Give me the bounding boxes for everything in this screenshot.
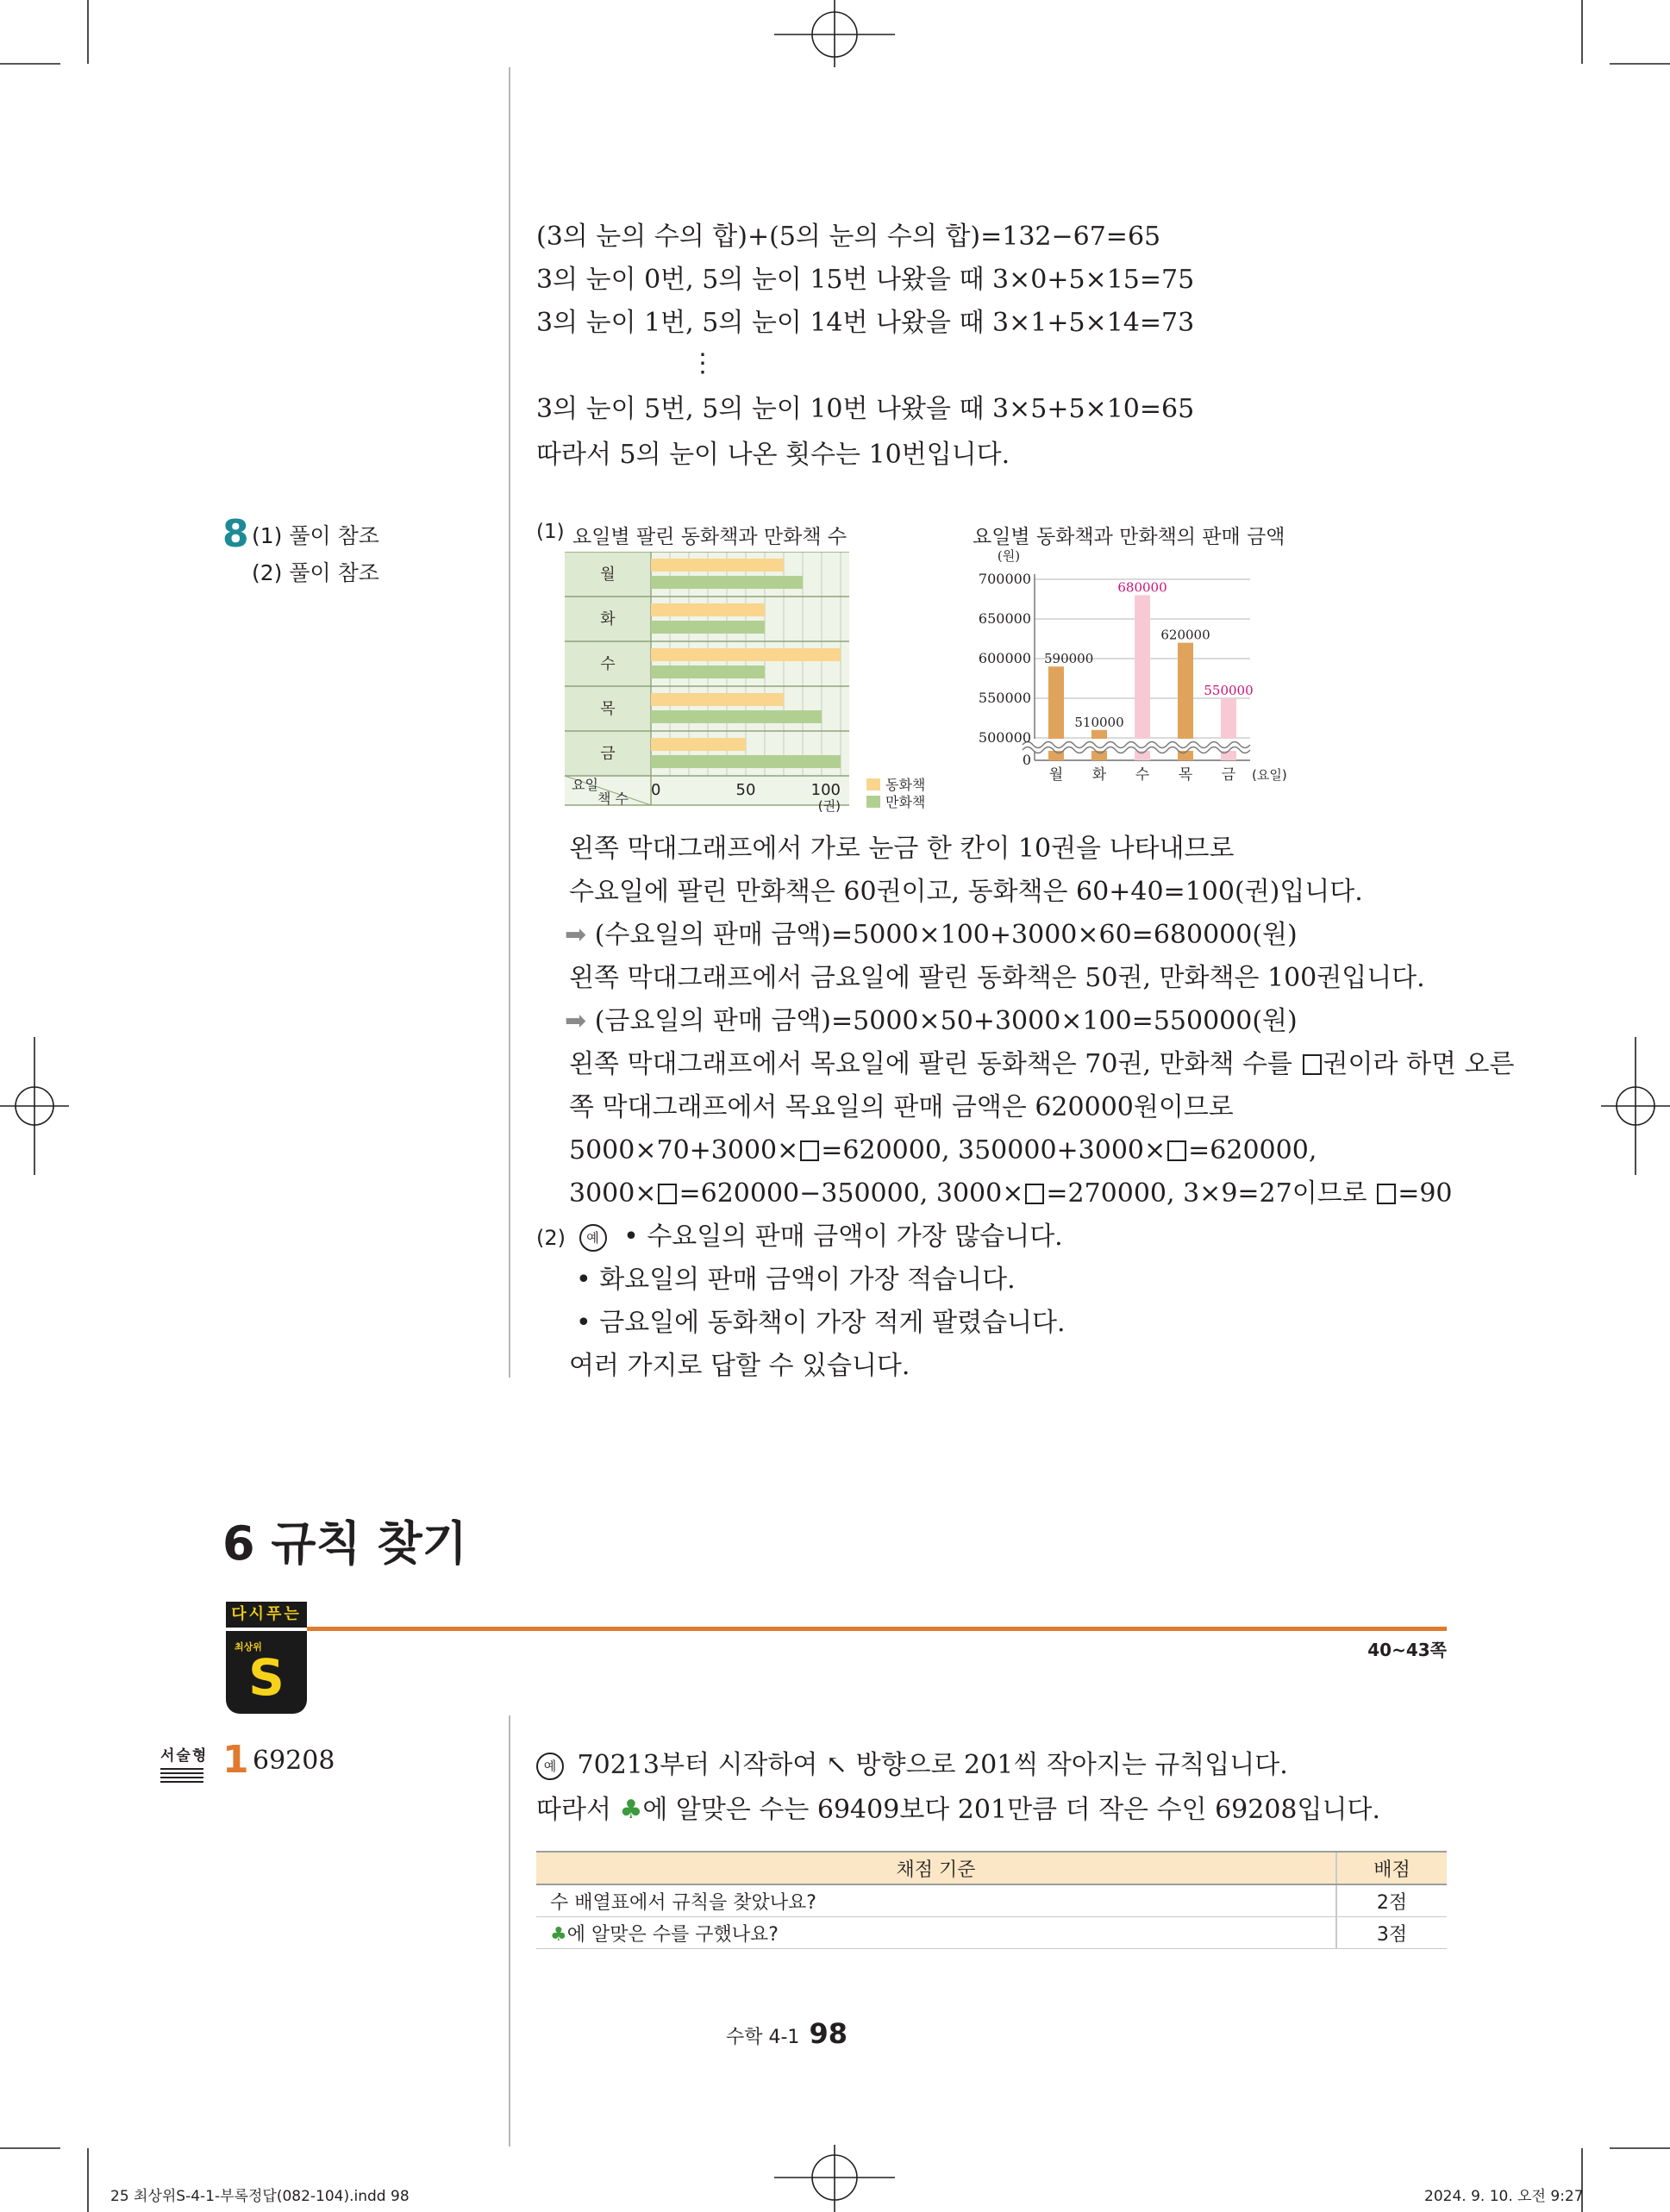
example-mark: 예 (536, 1753, 564, 1780)
blank-box (800, 1140, 819, 1161)
text-line (565, 918, 1298, 953)
text-line: 3000× =620000−350000, 3000× =270000, 3×9=27이므로 =90 (569, 1178, 1453, 1209)
table-cell: 수 배열표에서 규칙을 찾았나요? (536, 1884, 1336, 1917)
badge-label: 다시푸는 (226, 1602, 307, 1628)
badge-small-label: 최상위 (235, 1641, 262, 1653)
blank-box (1303, 1054, 1322, 1075)
text-line: (2) 예 • 수요일의 판매 금액이 가장 많습니다. (536, 1222, 1063, 1252)
lines-icon (160, 1768, 203, 1785)
text-line: 왼쪽 막대그래프에서 금요일에 팔린 동화책은 50권, 만화책은 100권입니다. (569, 963, 1425, 993)
chart-title: 요일별 동화책과 만화책의 판매 금액 (973, 526, 1285, 548)
text-line: 예 70213부터 시작하여 ↖ 방향으로 201씩 작아지는 규칙입니다. (536, 1748, 1288, 1783)
category-label: 목 (600, 700, 616, 718)
table-cell: 3점 (1336, 1917, 1447, 1949)
tick-label: 100 (810, 781, 841, 799)
table-header: 배점 (1336, 1852, 1447, 1884)
page-range: 40~43쪽 (1367, 1640, 1447, 1660)
chapter-heading (222, 1507, 467, 1573)
chapter-title: 규칙 찾기 (271, 1516, 467, 1571)
text-line: (3의 눈의 수의 합)+(5의 눈의 수의 합)=132−67=65 (536, 222, 1161, 252)
blank-box (1377, 1184, 1396, 1204)
club-icon: ♣ (619, 1795, 643, 1825)
bar-동화책 (651, 603, 765, 616)
text-line: 왼쪽 막대그래프에서 가로 눈금 한 칸이 10권을 나타내므로 (569, 834, 1235, 864)
legend-swatch (866, 796, 880, 808)
bar-만화책 (651, 665, 765, 678)
text-line: 따라서 ♣에 알맞은 수는 69409보다 201만큼 더 작은 수인 69208입니다. (536, 1795, 1380, 1825)
data-label: 620000 (1160, 627, 1210, 643)
category-label: 수 (600, 655, 616, 673)
bar-만화책 (651, 755, 841, 768)
column-divider-bottom (509, 1715, 510, 2146)
file-info: 25 최상위S-4-1-부록정답(082-104).indd 98 (110, 2188, 410, 2205)
bar-동화책 (651, 648, 841, 661)
category-label: 금 (600, 745, 616, 763)
page-number: 98 (809, 2017, 848, 2050)
legend-label: 만화책 (885, 794, 926, 810)
chapter-number: 6 (222, 1516, 255, 1571)
tick-label: 600000 (978, 650, 1031, 666)
equation: (금요일의 판매 금액)=5000×50+3000×100=550000(원) (594, 1006, 1298, 1036)
text-line: 3의 눈이 5번, 5의 눈이 10번 나왔을 때 3×5+5×10=65 (536, 394, 1195, 424)
vbar-chart (944, 547, 1306, 797)
data-label: 550000 (1204, 683, 1254, 698)
tick-label: 650000 (978, 610, 1031, 627)
category-label: 목 (1178, 766, 1193, 784)
bar (1135, 595, 1150, 760)
arrow-icon: ➡ (565, 920, 587, 950)
column-divider-top (509, 67, 510, 1378)
question-number: 8 (222, 512, 249, 556)
badge-logo (226, 1631, 307, 1714)
text-line: • 금요일에 동화책이 가장 적게 팔렸습니다. (576, 1308, 1066, 1338)
data-label: 590000 (1044, 651, 1094, 667)
vertical-ellipsis: ⋮ (690, 348, 716, 378)
text-line: 왼쪽 막대그래프에서 목요일에 팔린 동화책은 70권, 만화책 수를 권이라 하면 오른 (569, 1049, 1515, 1079)
example-mark: 예 (579, 1224, 607, 1252)
data-label: 510000 (1074, 714, 1124, 730)
badge-letter: S (248, 1648, 285, 1707)
subject-label: 수학 4-1 (726, 2027, 800, 2048)
essay-tag: 서술형 (160, 1743, 212, 1785)
blank-box (1167, 1140, 1186, 1161)
legend-swatch (866, 778, 880, 790)
tick-label: 550000 (978, 690, 1031, 706)
hbar-chart (565, 552, 953, 819)
table-header: 채점 기준 (536, 1852, 1336, 1884)
arrow-icon: ➡ (565, 1006, 587, 1036)
chart-part-label: (1) (536, 521, 565, 543)
blank-box (658, 1184, 677, 1204)
bar-동화책 (651, 738, 746, 751)
blank-box (1025, 1184, 1044, 1204)
part-label: (2) (536, 1226, 566, 1250)
category-label: 화 (600, 610, 616, 628)
legend-label: 동화책 (885, 777, 926, 793)
bar-동화책 (651, 693, 784, 706)
section-rule (307, 1627, 1447, 1631)
text-line: • 화요일의 판매 금액이 가장 적습니다. (576, 1265, 1016, 1295)
text-line: 따라서 5의 눈이 나온 횟수는 10번입니다. (536, 440, 1010, 470)
page-footer (726, 2017, 848, 2050)
bar-만화책 (651, 621, 765, 634)
text-line: 3의 눈이 1번, 5의 눈이 14번 나왔을 때 3×1+5×14=73 (536, 308, 1195, 338)
short-answer: (2) 풀이 참조 (252, 560, 379, 585)
category-label: 수 (1135, 766, 1150, 784)
table-cell: ♣에 알맞은 수를 구했나요? (536, 1917, 1336, 1949)
scoring-table (536, 1851, 1447, 1949)
corner-label: 책 수 (597, 790, 629, 807)
text-line (565, 1004, 1298, 1039)
bar-만화책 (651, 576, 803, 589)
short-answer: 69208 (253, 1746, 335, 1776)
tick-label: 700000 (978, 571, 1031, 587)
text-line: 수요일에 팔린 만화책은 60권이고, 동화책은 60+40=100(권)입니다. (569, 877, 1363, 907)
bar-만화책 (651, 710, 822, 723)
corner-label: 요일 (572, 777, 598, 793)
short-answer: (1) 풀이 참조 (252, 523, 379, 548)
equation: (수요일의 판매 금액)=5000×100+3000×60=680000(원) (594, 920, 1298, 950)
tick-label: 0 (651, 781, 661, 799)
axis-unit: (원) (997, 548, 1021, 564)
text-line: 쪽 막대그래프에서 목요일의 판매 금액은 620000원이므로 (569, 1092, 1234, 1122)
club-icon: ♣ (550, 1923, 567, 1946)
print-date: 2024. 9. 10. 오전 9:27 (1424, 2188, 1584, 2205)
table-cell: 2점 (1336, 1884, 1447, 1917)
data-label: 680000 (1117, 579, 1167, 596)
axis-unit: (권) (817, 798, 841, 814)
category-label: 월 (1048, 766, 1064, 784)
category-label: 월 (600, 565, 616, 584)
axis-unit: (요일) (1252, 767, 1287, 783)
chart-title: 요일별 팔린 동화책과 만화책 수 (572, 526, 848, 548)
question-number: 1 (222, 1738, 249, 1782)
tick-label: 0 (1022, 752, 1031, 768)
text-line: 여러 가지로 답할 수 있습니다. (569, 1351, 910, 1381)
text-line: 5000×70+3000× =620000, 350000+3000× =620000, (569, 1135, 1317, 1165)
category-label: 금 (1221, 766, 1236, 784)
tick-label: 500000 (978, 729, 1031, 746)
bar-동화책 (651, 559, 784, 572)
category-label: 화 (1091, 766, 1107, 784)
text-line: 3의 눈이 0번, 5의 눈이 15번 나왔을 때 3×0+5×15=75 (536, 265, 1195, 295)
tick-label: 50 (735, 781, 756, 799)
section-badge (226, 1602, 307, 1714)
